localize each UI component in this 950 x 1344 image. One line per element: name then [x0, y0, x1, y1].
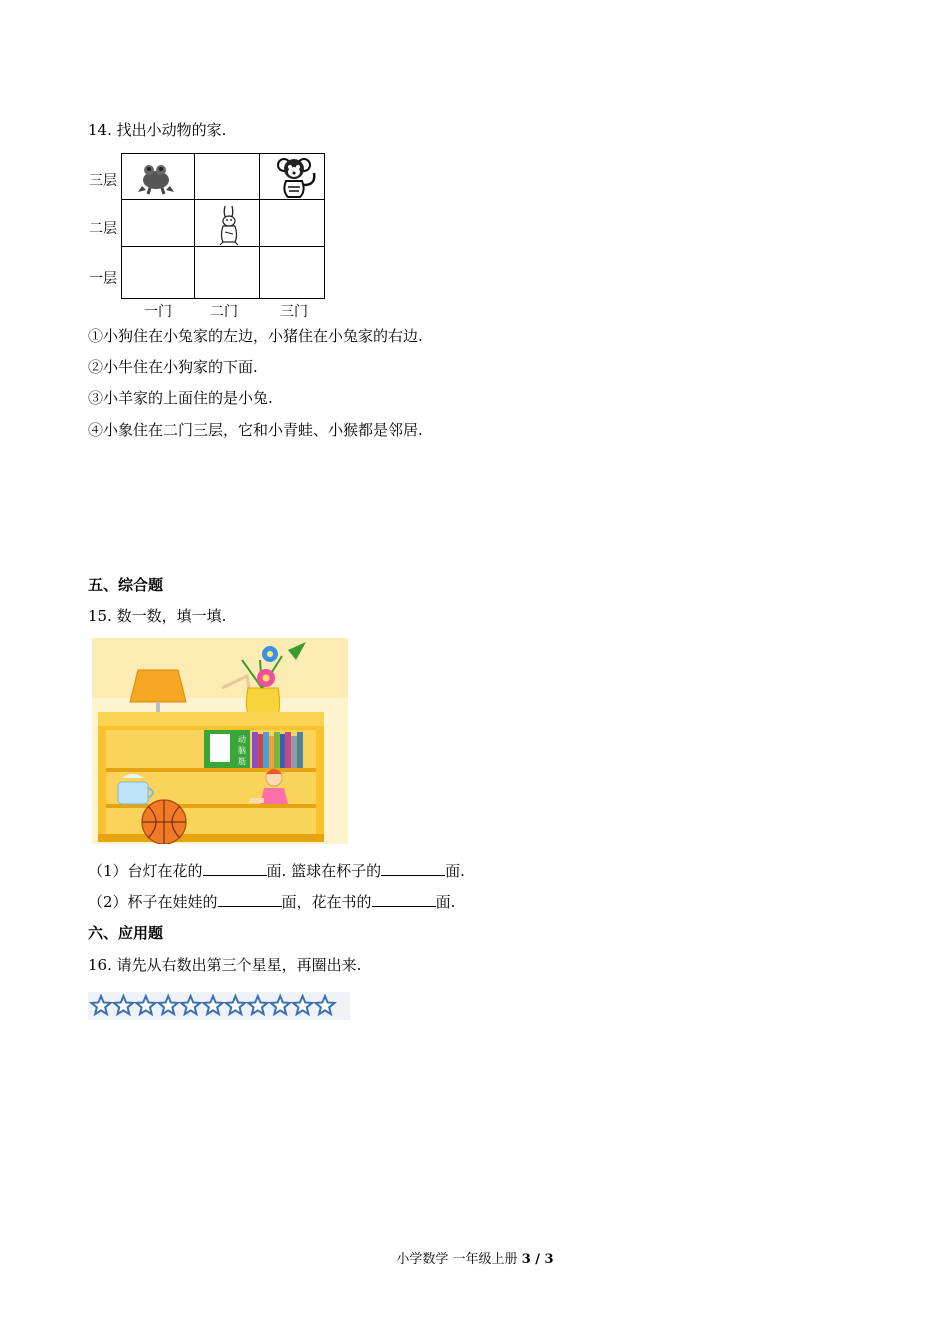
footer-text: 小学数学 一年级上册: [396, 1252, 522, 1267]
animal-house-grid: [121, 153, 325, 299]
q15-item-1-part-c: 面.: [445, 862, 465, 880]
q15-item-1-part-a: （1）台灯在花的: [88, 862, 203, 880]
row-label-2: 二层: [89, 221, 117, 237]
rabbit-icon: [216, 204, 242, 246]
book-label-2: 脑: [238, 746, 246, 755]
monkey-icon: [274, 155, 320, 199]
col-label-3: 三门: [280, 304, 308, 320]
q15-item-2-part-c: 面.: [435, 893, 456, 911]
answer-blank-4[interactable]: [372, 892, 436, 907]
section-6-heading: 六、应用题: [88, 924, 164, 942]
row-label-3: 三层: [89, 173, 117, 189]
clue-1: ①小狗住在小兔家的左边，小猪住在小兔家的右边.: [88, 327, 423, 345]
col-label-2: 二门: [210, 304, 238, 320]
q15-item-1: [88, 861, 465, 881]
q14-title: 14. 找出小动物的家.: [88, 121, 227, 139]
section-5-heading: 五、综合题: [88, 576, 164, 594]
clue-4: ④小象住在二门三层，它和小青蛙、小猴都是邻居.: [88, 421, 423, 439]
book-label-1: 动: [238, 735, 246, 744]
q15-item-2-part-b: 面，花在书的: [281, 893, 372, 911]
answer-blank-1[interactable]: [203, 861, 267, 876]
frog-icon: [136, 158, 176, 196]
book-label-3: 筋: [238, 757, 246, 766]
page-number: 3 / 3: [521, 1252, 554, 1267]
q16-title: 16. 请先从右数出第三个星星，再圈出来.: [88, 956, 362, 974]
row-label-1: 一层: [89, 271, 117, 287]
page-footer: [0, 1248, 950, 1267]
answer-blank-2[interactable]: [381, 861, 445, 876]
star-row: [88, 988, 350, 1022]
q15-item-2: [88, 892, 455, 912]
clue-2: ②小牛住在小狗家的下面.: [88, 358, 258, 376]
clue-3: ③小羊家的上面住的是小兔.: [88, 389, 273, 407]
col-label-1: 一门: [144, 304, 172, 320]
answer-blank-3[interactable]: [218, 892, 282, 907]
q15-title: 15. 数一数，填一填.: [88, 607, 227, 625]
q15-item-1-part-b: 面. 篮球在杯子的: [266, 862, 382, 880]
q15-item-2-part-a: （2）杯子在娃娃的: [88, 893, 218, 911]
shelf-illustration: [92, 638, 348, 844]
